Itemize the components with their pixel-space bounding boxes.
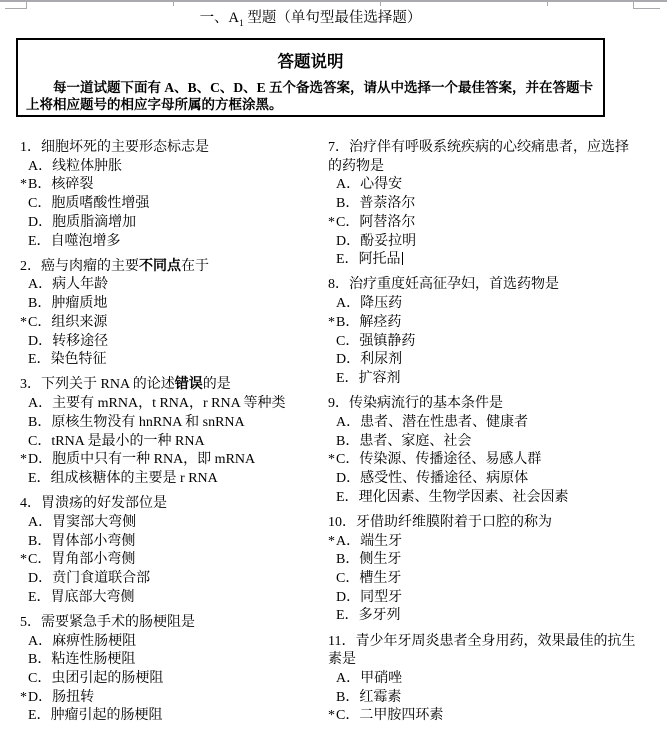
option-text: 胃体部小弯侧: [51, 533, 136, 549]
option-E: [20, 589, 328, 608]
option-A: [328, 176, 638, 195]
question-stem-text: 的是: [202, 377, 231, 393]
option-A: [20, 158, 328, 177]
option-letter: B．: [336, 689, 360, 705]
page-margin-crop-mark-right: [633, 2, 660, 9]
option-D: [20, 214, 328, 233]
option-letter: E．: [28, 589, 51, 605]
option-letter: D．: [28, 214, 53, 230]
option-C: [20, 670, 328, 689]
section-title: [16, 6, 605, 29]
option-letter: A．: [336, 533, 361, 549]
option-letter: E．: [28, 708, 51, 724]
question-stem-text: 青少年牙周炎患者全身用药，效果最佳的抗生素是: [328, 633, 636, 668]
option-letter: C．: [336, 570, 360, 586]
option-E: [328, 370, 638, 389]
option-letter: A．: [336, 177, 361, 193]
question-stem: [328, 139, 638, 176]
question-3: [20, 376, 328, 488]
option-letter: E．: [28, 233, 51, 249]
option-B: [20, 295, 328, 314]
option-letter: C．: [336, 452, 360, 468]
option-text: 端生牙: [360, 533, 403, 549]
question-stem-text: 不同点: [139, 258, 181, 274]
option-text: 侧生牙: [359, 552, 402, 568]
option-text: 扩容剂: [358, 370, 401, 386]
option-letter: C．: [28, 314, 52, 330]
option-text: 酚妥拉明: [360, 233, 417, 249]
correct-answer-marker: *: [328, 533, 335, 549]
question-stem-text: 细胞坏死的主要形态标志是: [41, 140, 209, 155]
option-letter: E．: [28, 470, 51, 486]
option-A: [20, 276, 328, 295]
option-D: [20, 451, 328, 470]
question-stem-text: 需要紧急手术的肠梗阻是: [41, 614, 195, 630]
option-C: [20, 551, 328, 570]
option-A: [328, 670, 638, 689]
option-letter: E．: [336, 608, 359, 624]
option-text: 解痉药: [359, 314, 402, 330]
option-C: [328, 570, 638, 589]
option-D: [20, 689, 328, 708]
option-text: 肿瘤质地: [51, 296, 108, 312]
option-text: 患者、潜在性患者、健康者: [360, 414, 529, 430]
option-C: [20, 195, 328, 214]
option-text: 患者、家庭、社会: [359, 433, 472, 449]
correct-answer-marker: *: [20, 552, 27, 568]
option-letter: C．: [336, 708, 360, 724]
option-D: [328, 351, 638, 370]
option-text: 主要有 mRNA，t RNA，r RNA 等种类: [52, 396, 286, 412]
option-E: [328, 489, 638, 508]
question-stem: [328, 514, 638, 533]
option-text: 胃窦部大弯侧: [52, 514, 137, 530]
option-text: 二甲胺四环素: [359, 708, 444, 724]
question-11: [328, 633, 638, 727]
option-D: [20, 570, 328, 589]
option-text: 贲门食道联合部: [52, 570, 151, 586]
option-letter: D．: [336, 352, 361, 368]
instructions-text: 每一道试题下面有 A、B、C、D、E 五个备选答案，请从中选择一个最佳答案，并在答题卡上将相应题号的相应字母所属的方框涂黑。: [26, 80, 594, 112]
option-text: 甲硝唑: [360, 670, 403, 686]
question-5: [20, 614, 328, 726]
option-E: [328, 251, 638, 270]
ruler-bottom-edge: [0, 0, 667, 2]
option-text: tRNA 是最小的一种 RNA: [51, 433, 205, 449]
option-text: 胃角部小弯侧: [51, 552, 136, 568]
option-text: 红霉素: [359, 689, 402, 705]
question-column-right: [328, 139, 638, 733]
question-stem-text: 治疗伴有呼吸系统疾病的心绞痛患者，应选择的药物是: [328, 140, 629, 174]
option-letter: D．: [28, 689, 53, 705]
option-text: 麻痹性肠梗阻: [52, 633, 137, 649]
question-4: [20, 495, 328, 607]
question-8: [328, 276, 638, 388]
question-number: 5．: [20, 614, 41, 630]
option-A: [328, 414, 638, 433]
option-text: 组织来源: [51, 314, 108, 330]
option-B: [328, 689, 638, 708]
option-letter: D．: [336, 589, 361, 605]
option-letter: D．: [28, 333, 53, 349]
correct-answer-marker: *: [328, 214, 335, 230]
option-letter: B．: [28, 177, 52, 193]
option-letter: C．: [28, 552, 52, 568]
option-letter: B．: [28, 533, 52, 549]
option-D: [328, 470, 638, 489]
option-B: [20, 651, 328, 670]
option-A: [328, 533, 638, 552]
correct-answer-marker: *: [328, 314, 335, 330]
question-stem-text: 错误: [174, 377, 203, 393]
question-column-left: [20, 139, 328, 733]
option-letter: C．: [336, 333, 360, 349]
correct-answer-marker: *: [328, 452, 335, 468]
option-B: [20, 414, 328, 433]
option-A: [20, 514, 328, 533]
option-E: [20, 351, 328, 370]
correct-answer-marker: *: [328, 708, 335, 724]
question-stem: [328, 395, 638, 414]
option-D: [328, 233, 638, 252]
option-text: 核碎裂: [51, 177, 94, 193]
option-text: 胞质中只有一种 RNA，即 mRNA: [52, 452, 256, 468]
option-text: 肿瘤引起的肠梗阻: [50, 708, 163, 724]
question-stem: [20, 258, 328, 277]
option-text: 组成核糖体的主要是 r RNA: [50, 470, 218, 486]
text-cursor: [402, 252, 403, 265]
question-number: 9．: [328, 396, 349, 412]
option-letter: A．: [28, 514, 53, 530]
option-letter: D．: [336, 233, 361, 249]
option-text: 多牙列: [358, 608, 401, 624]
option-text: 转移途径: [52, 333, 109, 349]
option-B: [328, 551, 638, 570]
option-B: [20, 533, 328, 552]
question-stem: [20, 376, 328, 395]
question-stem-text: 在于: [181, 258, 209, 274]
option-text: 心得安: [360, 177, 403, 193]
question-stem: [20, 495, 328, 514]
option-text: 胞质嗜酸性增强: [51, 196, 150, 212]
option-B: [328, 433, 638, 452]
option-letter: E．: [28, 352, 51, 368]
option-text: 利尿剂: [360, 352, 403, 368]
option-letter: C．: [28, 196, 52, 212]
option-C: [328, 333, 638, 352]
question-stem-text: 治疗重度妊高征孕妇，首选药物是: [349, 277, 559, 293]
question-stem-text: 下列关于 RNA 的论述: [41, 377, 175, 393]
option-A: [20, 395, 328, 414]
option-letter: B．: [336, 314, 360, 330]
option-letter: B．: [28, 296, 52, 312]
question-number: 1．: [20, 140, 41, 155]
section-title-subscript: 1: [239, 18, 244, 29]
option-letter: B．: [28, 652, 52, 668]
option-letter: B．: [28, 414, 52, 430]
option-letter: E．: [336, 489, 359, 505]
option-text: 理化因素、生物学因素、社会因素: [358, 489, 569, 505]
option-letter: A．: [28, 158, 53, 174]
option-E: [20, 470, 328, 489]
option-letter: A．: [28, 277, 53, 293]
option-text: 病人年龄: [52, 277, 109, 293]
option-text: 粘连性肠梗阻: [51, 652, 136, 668]
instructions-heading: 答题说明: [277, 52, 344, 71]
correct-answer-marker: *: [20, 452, 27, 468]
option-text: 染色特征: [50, 352, 107, 368]
question-2: [20, 258, 328, 370]
option-E: [20, 233, 328, 252]
correct-answer-marker: *: [20, 689, 27, 705]
option-letter: A．: [28, 633, 53, 649]
option-letter: D．: [28, 570, 53, 586]
option-text: 原核生物没有 hnRNA 和 snRNA: [51, 414, 245, 430]
question-stem-text: 牙借助纤维膜附着于口腔的称为: [356, 514, 552, 530]
option-letter: A．: [336, 670, 361, 686]
option-text: 普萘洛尔: [359, 196, 416, 212]
question-number: 8．: [328, 277, 349, 293]
option-text: 强镇静药: [359, 333, 416, 349]
option-E: [20, 707, 328, 726]
option-letter: B．: [336, 433, 360, 449]
option-text: 感受性、传播途径、病原体: [360, 470, 529, 486]
question-stem: [20, 139, 328, 158]
section-title-text: 一、A: [199, 10, 240, 26]
question-stem: [328, 276, 638, 295]
question-number: 7．: [328, 140, 349, 155]
option-text: 胃底部大弯侧: [50, 589, 135, 605]
answer-instructions-box: [16, 38, 605, 117]
question-number: 3．: [20, 377, 41, 393]
option-letter: C．: [28, 670, 52, 686]
question-9: [328, 395, 638, 507]
correct-answer-marker: *: [20, 314, 27, 330]
question-10: [328, 514, 638, 626]
option-C: [20, 433, 328, 452]
option-letter: D．: [336, 470, 361, 486]
option-D: [328, 589, 638, 608]
option-C: [20, 314, 328, 333]
question-number: 11．: [328, 633, 356, 649]
option-A: [20, 633, 328, 652]
question-number: 4．: [20, 496, 41, 512]
option-C: [328, 214, 638, 233]
question-stem-text: 胃溃疡的好发部位是: [41, 496, 167, 512]
option-letter: E．: [336, 370, 359, 386]
question-stem: [20, 614, 328, 633]
question-stem-text: 癌与肉瘤的主要: [41, 258, 139, 274]
option-B: [20, 176, 328, 195]
option-letter: B．: [336, 196, 360, 212]
option-text: 肠扭转: [52, 689, 95, 705]
option-text: 同型牙: [360, 589, 403, 605]
section-title-text: 型题（单句型最佳选择题）: [243, 10, 422, 26]
option-text: 传染源、传播途径、易感人群: [359, 452, 542, 468]
option-E: [328, 607, 638, 626]
correct-answer-marker: *: [20, 177, 27, 193]
option-text: 虫团引起的肠梗阻: [51, 670, 164, 686]
option-letter: E．: [336, 252, 359, 268]
option-letter: A．: [336, 414, 361, 430]
question-stem: [328, 633, 638, 670]
option-letter: B．: [336, 552, 360, 568]
option-D: [20, 333, 328, 352]
option-letter: C．: [336, 214, 360, 230]
option-letter: A．: [336, 296, 361, 312]
option-text: 自噬泡增多: [50, 233, 121, 249]
option-text: 降压药: [360, 296, 403, 312]
question-number: 2．: [20, 258, 41, 274]
option-letter: D．: [28, 452, 53, 468]
option-C: [328, 451, 638, 470]
option-text: 槽生牙: [359, 570, 402, 586]
question-1: [20, 139, 328, 251]
option-text: 胞质脂滴增加: [52, 214, 137, 230]
option-C: [328, 707, 638, 726]
question-7: [328, 139, 638, 270]
question-number: 10．: [328, 514, 356, 530]
option-A: [328, 295, 638, 314]
option-letter: A．: [28, 396, 53, 412]
option-letter: C．: [28, 433, 52, 449]
question-stem-text: 传染病流行的基本条件是: [349, 396, 503, 412]
option-text: 阿替洛尔: [359, 214, 416, 230]
option-text: 线粒体肿胀: [52, 158, 123, 174]
option-text: 阿托品: [358, 252, 401, 268]
option-B: [328, 314, 638, 333]
option-B: [328, 195, 638, 214]
